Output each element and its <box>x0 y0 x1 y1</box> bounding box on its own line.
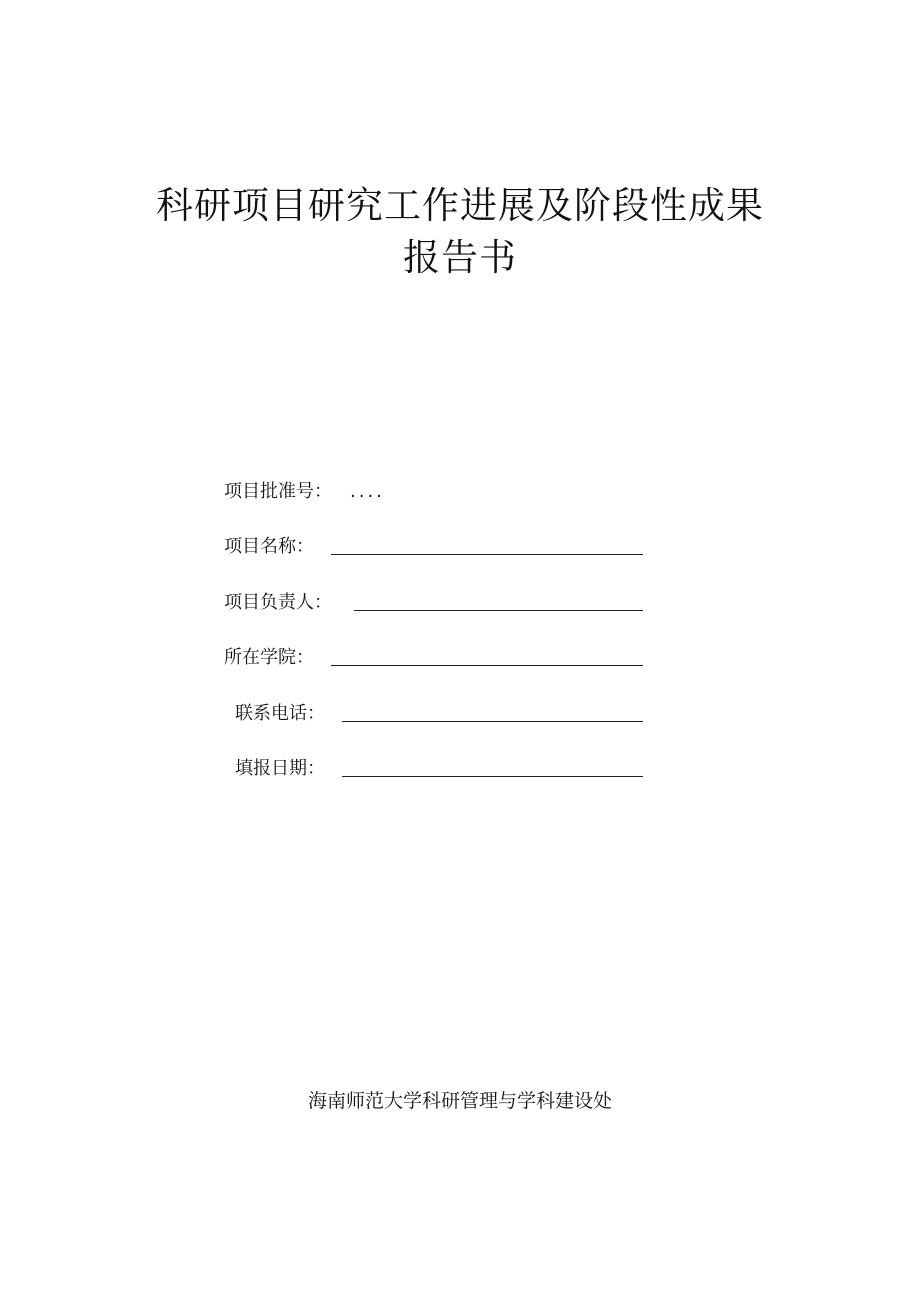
phone-field <box>235 700 644 728</box>
approval-number-field <box>224 478 644 506</box>
fill-date-underline <box>342 776 643 777</box>
project-leader-label: 项目负责人： <box>224 592 332 613</box>
fill-date-label: 填报日期： <box>235 758 325 779</box>
fill-date-field <box>235 755 644 783</box>
project-name-label: 项目名称： <box>224 536 314 557</box>
document-title-line2: 报告书 <box>403 236 517 279</box>
project-name-underline <box>331 554 643 555</box>
project-name-field <box>224 533 644 561</box>
approval-number-label: 项目批准号： <box>224 481 332 502</box>
issuer-footer: 海南师范大学科研管理与学科建设处 <box>307 1090 612 1112</box>
project-leader-field <box>224 589 644 617</box>
phone-label: 联系电话： <box>235 703 325 724</box>
college-label: 所在学院： <box>224 647 314 668</box>
phone-underline <box>342 721 643 722</box>
document-title-line1: 科研项目研究工作进展及阶段性成果 <box>156 184 764 227</box>
approval-number-value: .... <box>350 481 385 502</box>
college-underline <box>331 665 643 666</box>
project-leader-underline <box>354 610 643 611</box>
college-field <box>224 644 644 672</box>
